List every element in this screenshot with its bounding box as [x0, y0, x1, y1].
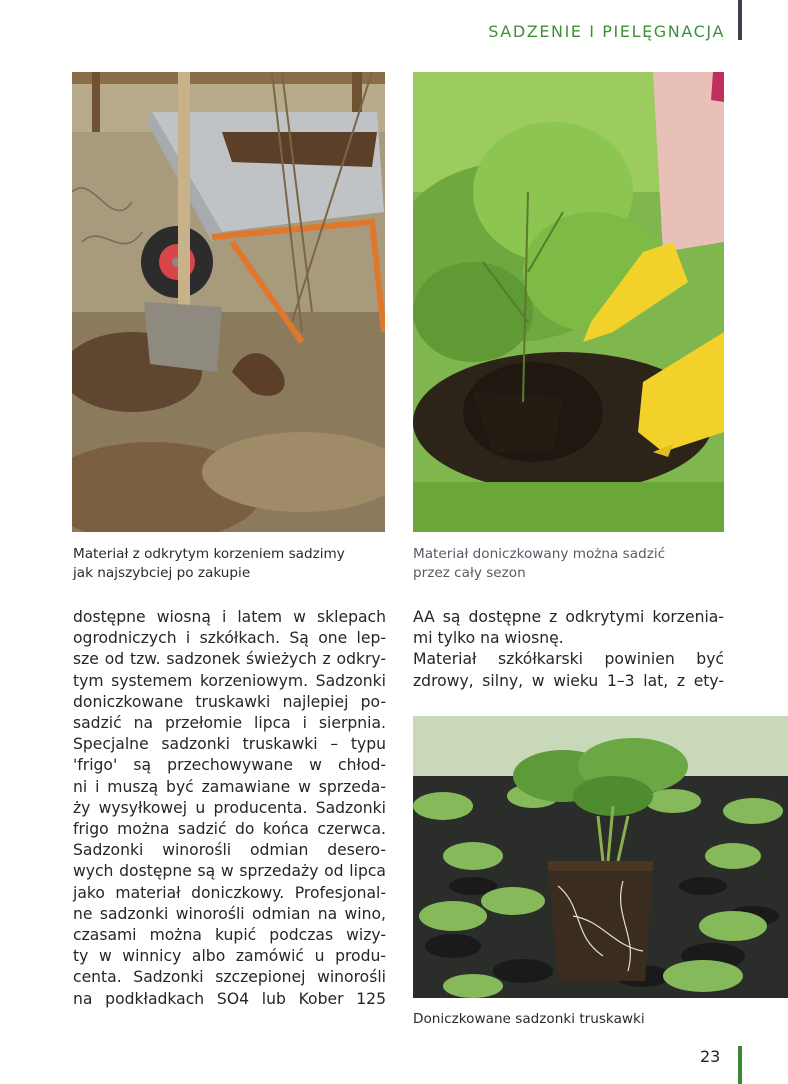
text-line: zdrowy, silny, w wieku 1–3 lat, z ety- [413, 671, 724, 690]
caption-bare-root [73, 545, 393, 583]
page-number: 23 [700, 1047, 721, 1066]
text-line: mi tylko na wiosnę. [413, 629, 564, 648]
footer-accent-bar [738, 1046, 742, 1084]
text-line: sadzić na przełomie lipca i sierpnia. [73, 714, 386, 733]
text-line: ne sadzonki winorośli odmian na wino, [73, 904, 386, 923]
text-line: jako materiał doniczkowy. Profesjonal- [73, 883, 386, 902]
text-line: Materiał szkółkarski powinien być [413, 650, 724, 669]
text-line: wych dostępne są w sprzedaży od lipca [73, 862, 386, 881]
text-line: ogrodniczych i szkółkach. Są one lep- [73, 629, 386, 648]
caption-strawberry [413, 1010, 743, 1029]
photo-bare-root-planting-image [72, 72, 385, 532]
text-line: na podkładkach SO4 lub Kober 125 [73, 989, 386, 1008]
text-line: AA są dostępne z odkrytymi korzenia- [413, 608, 724, 626]
text-line: ty w winnicy albo zamówić u produ- [73, 947, 386, 966]
text-line: ży wysyłkowej u producenta. Sadzonki [73, 798, 386, 817]
photo-bare-root-planting [72, 72, 385, 532]
text-line: ni i muszą być zamawiane w sprzeda- [73, 777, 386, 796]
text-line: tym systemem korzeniowym. Sadzonki [73, 671, 386, 690]
photo-potted-plant-planting [413, 72, 724, 532]
text-line: frigo można sadzić do końca czerwca. [73, 820, 386, 839]
caption-line: Doniczkowane sadzonki truskawki [413, 1011, 645, 1027]
caption-line: Materiał z odkrytym korzeniem sadzimy [73, 546, 345, 562]
caption-line: Materiał doniczkowany można sadzić [413, 546, 666, 562]
photo-strawberry-seedlings [413, 716, 788, 998]
left-column-text [73, 607, 386, 1010]
text-line: 'frigo' są przechowywane w chłod- [73, 756, 386, 775]
text-line: dostępne wiosną i latem w sklepach [73, 608, 386, 626]
text-line: Sadzonki winorośli odmian desero- [73, 841, 386, 860]
section-title: SADZENIE I PIELĘGNACJA [488, 22, 725, 41]
photo-strawberry-seedlings-image [413, 716, 788, 998]
photo-potted-plant-planting-image [413, 72, 724, 532]
header-accent-bar [738, 0, 742, 40]
text-line: sze od tzw. sadzonek świeżych z odkry- [73, 650, 386, 669]
right-column-text [413, 607, 724, 692]
text-line: doniczkowane truskawki najlepiej po- [73, 692, 386, 711]
text-line: centa. Sadzonki szczepionej winorośli [73, 968, 386, 987]
caption-line: przez cały sezon [413, 565, 526, 581]
caption-potted [413, 545, 733, 583]
caption-line: jak najszybciej po zakupie [73, 565, 251, 581]
text-line: czasami można kupić podczas wizy- [73, 926, 386, 945]
text-line: Specjalne sadzonki truskawki – typu [73, 735, 386, 754]
